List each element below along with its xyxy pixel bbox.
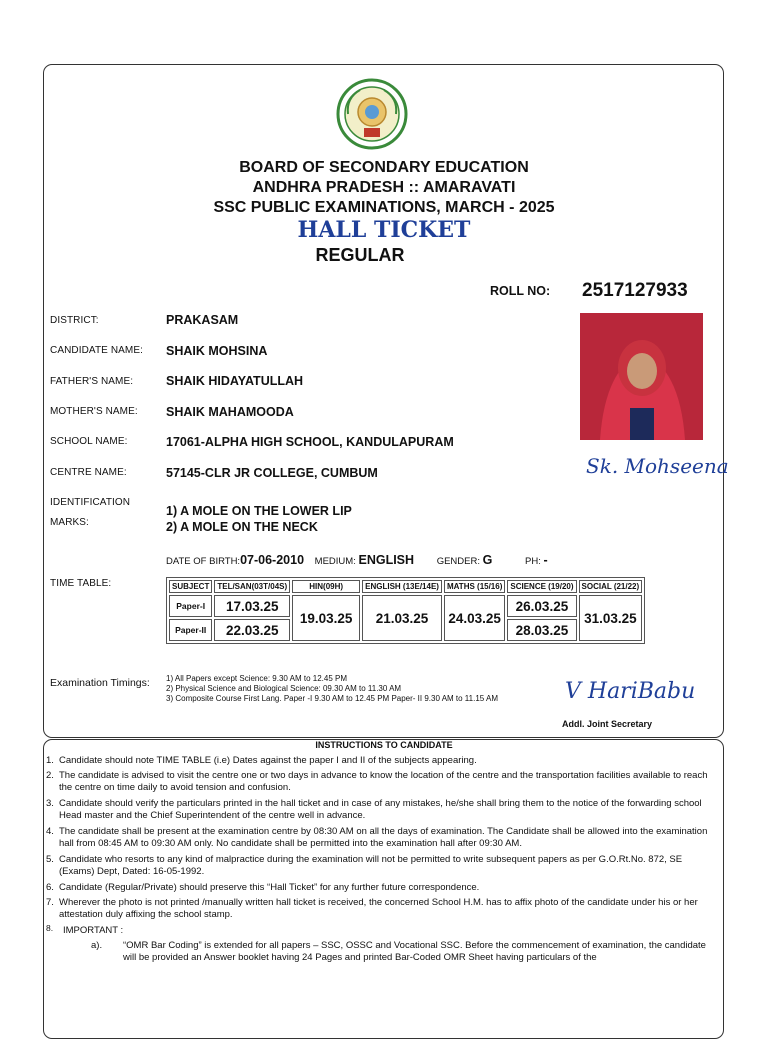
instruction-item: 3. Candidate should verify the particulars printed in the hall ticket and in case of any mistakes, he/she shall bring them to the notice of the forwarding school Head master and the Chief Superintendent of the centre well in advance. xyxy=(46,798,702,821)
district-label: DISTRICT: xyxy=(50,315,99,326)
candidate-photo xyxy=(580,313,703,440)
authority-title: Addl. Joint Secretary xyxy=(562,719,653,729)
father-name-value: SHAIK HIDAYATULLAH xyxy=(166,374,304,388)
instruction-item xyxy=(46,923,719,940)
dob-label: DATE OF BIRTH: xyxy=(166,556,241,567)
tt-header-hin: HIN(09H) xyxy=(292,580,360,593)
tt-header-tel: TEL/SAN(03T/04S) xyxy=(214,580,290,593)
tt-hin: 19.03.25 xyxy=(292,595,360,641)
instruction-item: 4. The candidate shall be present at the examination centre by 08:30 AM on all the days of examination. The Candidate shall be allowed into the examination hall from 08:45 AM to 09:30 AM only. No candidate shall be permitted into the examination hall after 09:30 AM. xyxy=(46,826,708,849)
instructions-list xyxy=(46,755,719,964)
exam-timing-1: 1) All Papers except Science: 9.30 AM to 12.45 PM xyxy=(166,674,347,683)
instruction-item: 6. Candidate (Regular/Private) should preserve this “Hall Ticket” for any further future correspondence. xyxy=(46,882,480,893)
instruction-text: Wherever the photo is not printed /manually written hall ticket is received, the concerned School H.M. has to affix photo of the candidate under his or her attestation duly affixing the school stamp. xyxy=(59,897,698,920)
important-number: 8. xyxy=(46,923,54,933)
father-name-label: FATHER'S NAME: xyxy=(50,376,134,387)
identification-label-line1: IDENTIFICATION xyxy=(50,497,131,508)
tt-science-paper2: 28.03.25 xyxy=(507,619,576,641)
candidate-signature-text: Sk. Mohseena xyxy=(586,454,729,478)
instruction-item: 1. Candidate should note TIME TABLE (i.e) Dates against the paper I and II of the subjects appearing. xyxy=(46,755,477,766)
ap-government-seal-icon xyxy=(336,78,408,150)
ph-value: - xyxy=(543,553,548,567)
medium-value: ENGLISH xyxy=(358,553,415,567)
centre-name-label: CENTRE NAME: xyxy=(50,467,127,478)
identification-mark-1: 1) A MOLE ON THE LOWER LIP xyxy=(166,504,352,518)
exam-title: SSC PUBLIC EXAMINATIONS, MARCH - 2025 xyxy=(213,199,555,216)
school-name-label: SCHOOL NAME: xyxy=(50,436,128,447)
important-label: IMPORTANT : xyxy=(63,925,124,936)
instruction-text: Candidate (Regular/Private) should preserve this “Hall Ticket” for any further future correspondence. xyxy=(59,882,480,893)
tt-maths: 24.03.25 xyxy=(444,595,505,641)
tt-paper2-label: Paper-II xyxy=(169,619,212,641)
ph-label: PH: xyxy=(525,556,541,567)
candidate-name-label: CANDIDATE NAME: xyxy=(50,345,143,356)
gender-value: G xyxy=(482,553,493,567)
exam-timing-2: 2) Physical Science and Biological Science: 09.30 AM to 11.30 AM xyxy=(166,684,402,693)
candidate-signature xyxy=(580,446,729,488)
instruction-subitem xyxy=(59,940,719,964)
roll-no-value: 2517127933 xyxy=(582,280,688,301)
authority-signature: V HariBabu xyxy=(565,679,696,704)
tt-science-paper1: 26.03.25 xyxy=(507,595,576,617)
subitem-label: a). xyxy=(91,940,103,951)
centre-name-value: 57145-CLR JR COLLEGE, CUMBUM xyxy=(166,466,378,480)
mother-name-label: MOTHER'S NAME: xyxy=(50,406,138,417)
instruction-text: Candidate who resorts to any kind of malpractice during the examination will not be permitted to write subsequent papers as per G.O.Rt.No. 872, SE (Exams) Dept, Dated: 16-05-1992. xyxy=(59,854,683,877)
candidate-type: REGULAR xyxy=(315,245,405,265)
tt-header-english: ENGLISH (13E/14E) xyxy=(362,580,442,593)
tt-tel-paper2: 22.03.25 xyxy=(214,619,290,641)
instruction-item: 7. Wherever the photo is not printed /manually written hall ticket is received, the concerned School H.M. has to affix photo of the candidate under his or her attestation duly affixing the school stamp. xyxy=(46,897,698,920)
instruction-item: 5. Candidate who resorts to any kind of malpractice during the examination will not be permitted to write subsequent papers as per G.O.Rt.No. 872, SE (Exams) Dept, Dated: 16-05-1992. xyxy=(46,854,683,877)
tt-header-social: SOCIAL (21/22) xyxy=(579,580,643,593)
tt-header-maths: MATHS (15/16) xyxy=(444,580,505,593)
candidate-photo-icon xyxy=(580,313,703,440)
school-name-value: 17061-ALPHA HIGH SCHOOL, KANDULAPURAM xyxy=(166,435,454,449)
mother-name-value: SHAIK MAHAMOODA xyxy=(166,405,294,419)
tt-tel-paper1: 17.03.25 xyxy=(214,595,290,617)
state-title: ANDHRA PRADESH :: AMARAVATI xyxy=(252,179,516,196)
instructions-title: INSTRUCTIONS TO CANDIDATE xyxy=(315,740,453,750)
candidate-name-value: SHAIK MOHSINA xyxy=(166,344,268,358)
hall-ticket-heading: HALL TICKET xyxy=(297,217,471,243)
details-row xyxy=(166,553,548,567)
instruction-item: 2. The candidate is advised to visit the centre one or two days in advance to know the location of the centre and the transportation facilities available to reach the centre on time daily to avoid tension and confusion. xyxy=(46,770,708,793)
district-value: PRAKASAM xyxy=(166,313,239,327)
exam-timings-label: Examination Timings: xyxy=(50,677,150,689)
exam-timing-3: 3) Composite Course First Lang. Paper -I 9.30 AM to 12.45 PM Paper- II 9.30 AM to 11.15 AM xyxy=(166,694,499,703)
instruction-text: Candidate should note TIME TABLE (i.e) Dates against the paper I and II of the subjects appearing. xyxy=(59,755,477,766)
subitem-text: “OMR Bar Coding” is extended for all papers – SSC, OSSC and Vocational SSC. Before the commencement of examination, the candidate will be provided an Answer booklet having 24 Pages and printed Bar-Coded OMR Sheet having particulars of the xyxy=(123,940,706,963)
tt-english: 21.03.25 xyxy=(362,595,442,641)
board-title: BOARD OF SECONDARY EDUCATION xyxy=(239,159,529,176)
identification-label-line2: MARKS: xyxy=(50,517,89,528)
time-table xyxy=(166,577,645,644)
time-table-label: TIME TABLE: xyxy=(50,578,112,589)
tt-social: 31.03.25 xyxy=(579,595,643,641)
identification-mark-2: 2) A MOLE ON THE NECK xyxy=(166,520,318,534)
instruction-text: Candidate should verify the particulars printed in the hall ticket and in case of any mistakes, he/she shall bring them to the notice of the forwarding school Head master and the Chief Superintendent of the centre well in advance. xyxy=(59,798,702,821)
medium-label: MEDIUM: xyxy=(314,556,356,567)
tt-header-science: SCIENCE (19/20) xyxy=(507,580,576,593)
roll-no-label: ROLL NO: xyxy=(490,284,551,298)
instruction-text: The candidate shall be present at the examination centre by 08:30 AM on all the days of examination. The Candidate shall be allowed into the examination hall from 08:45 AM to 09:30 AM only. No candidate shall be permitted into the examination hall after 09:30 AM. xyxy=(59,826,708,849)
tt-paper1-label: Paper-I xyxy=(169,595,212,617)
tt-header-subject: SUBJECT xyxy=(169,580,212,593)
dob-value: 07-06-2010 xyxy=(240,553,305,567)
gender-label: GENDER: xyxy=(436,556,480,567)
exam-timings-list xyxy=(166,674,498,704)
instruction-text: The candidate is advised to visit the centre one or two days in advance to know the location of the centre and the transportation facilities available to reach the centre on time daily to avoid tension and confusion. xyxy=(59,770,708,793)
